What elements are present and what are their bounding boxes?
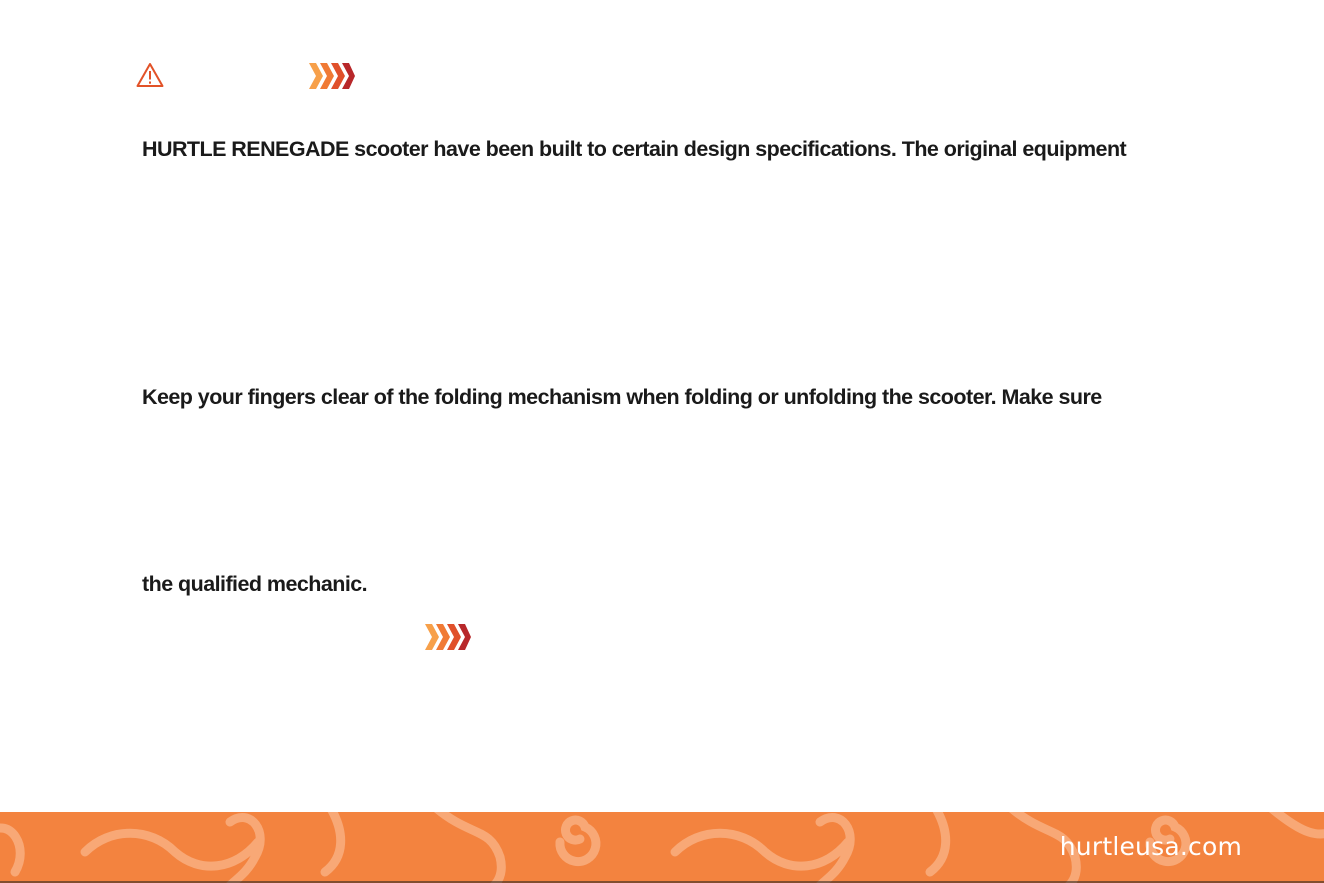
paragraph-design-specifications: HURTLE RENEGADE scooter have been built to certain design specifications. The original equipment <box>142 137 1127 161</box>
chevron-arrows-icon <box>309 63 355 89</box>
paragraph-qualified-mechanic: the qualified mechanic. <box>142 572 368 596</box>
warning-triangle-icon <box>136 62 164 88</box>
footer-website-url[interactable]: hurtleusa.com <box>1059 832 1242 861</box>
footer-band <box>0 812 1324 883</box>
paragraph-folding-mechanism: Keep your fingers clear of the folding mechanism when folding or unfolding the scooter. Make sure <box>142 385 1102 409</box>
chevron-arrows-icon <box>425 624 471 650</box>
